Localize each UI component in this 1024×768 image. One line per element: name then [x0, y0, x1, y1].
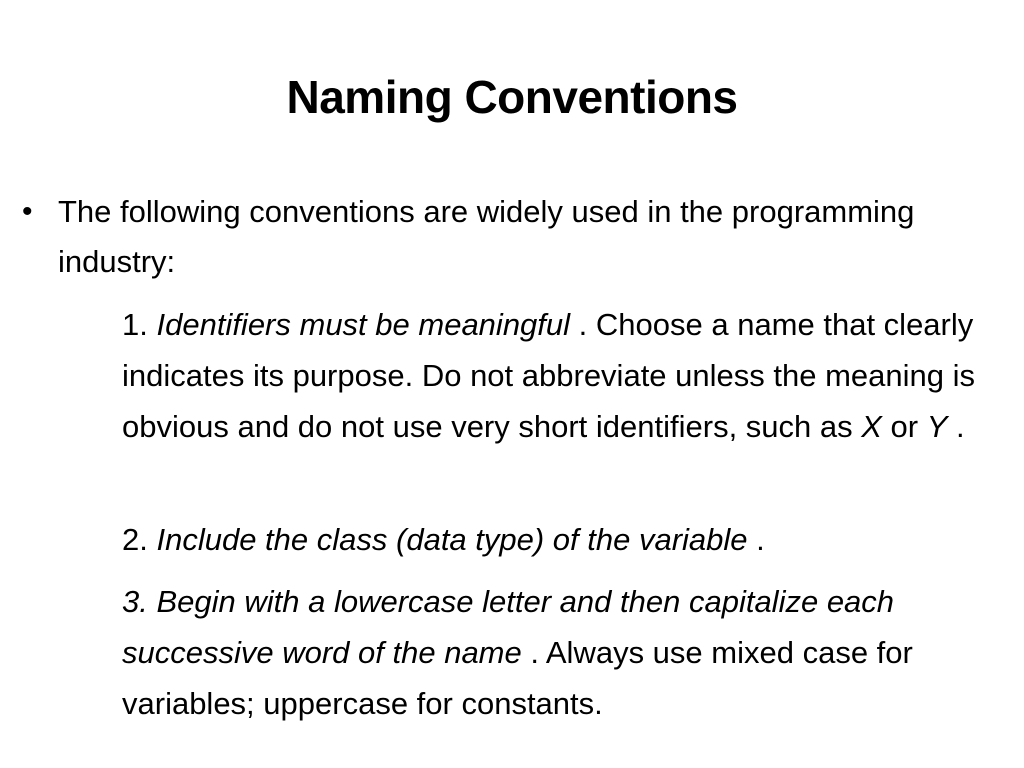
bullet-icon: •	[22, 195, 33, 228]
item-emphasis: Include the class (data type) of the variable	[156, 522, 748, 557]
example-x: X	[861, 409, 882, 444]
list-item-2	[122, 514, 1012, 565]
item-number: 1.	[122, 307, 148, 342]
item-connector: or	[881, 409, 927, 444]
item-emphasis: Begin with a lowercase letter and then capitalize each successive word of the name	[122, 584, 895, 670]
item-text: . Always use mixed case for variables; uppercase for constants.	[122, 635, 913, 721]
item-number: 2.	[122, 522, 148, 557]
slide-title: Naming Conventions	[286, 71, 738, 123]
item-text: . Choose a name that clearly indicates its purpose. Do not abbreviate unless the meaning is obvious and do not use very short identifiers, such as	[122, 307, 975, 444]
item-end: .	[947, 409, 965, 444]
list-item-3	[122, 576, 1012, 729]
list-item-1	[122, 299, 1012, 452]
example-y: Y	[926, 409, 948, 444]
item-emphasis: Identifiers must be meaningful	[156, 307, 571, 342]
item-end: .	[747, 522, 765, 557]
bullet-text: The following conventions are widely used in the programming industry:	[58, 194, 915, 279]
item-number: 3.	[122, 584, 148, 619]
